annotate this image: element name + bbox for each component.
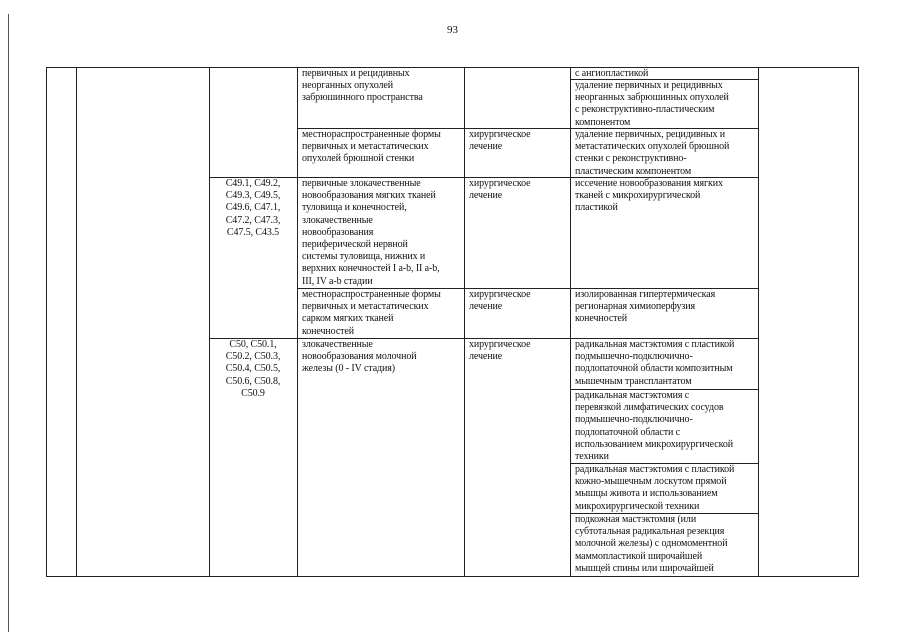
page-edge-line: [8, 14, 9, 632]
cell-method: радикальная мастэктомия с пластикой подмышечно-подключично- подлопаточной области композитным мышечным трансплантатом: [575, 339, 735, 387]
page-number: 93: [447, 24, 458, 36]
cell-method: подкожная мастэктомия (или субтотальная радикальная резекция молочной железы) с одномоментной маммопластикой широчайшей мышцей спины или широчайшей: [575, 514, 728, 574]
cell-method: радикальная мастэктомия с перевязкой лимфатических сосудов подмышечно-подключично- подлопаточной области с использованием микрохирургической техники: [575, 390, 733, 463]
cell-model: первичных и рецидивных неорганных опухолей забрюшинного пространства: [302, 68, 423, 104]
cell-model: злокачественные новообразования молочной железы (0 - IV стадия): [302, 339, 417, 375]
cell-icd-codes: C50, C50.1, C50.2, C50.3, C50.4, C50.5, C50.6, C50.8, C50.9: [225, 339, 281, 399]
cell-treatment: хирургическое лечение: [469, 129, 531, 153]
column-divider: [570, 67, 571, 577]
column-divider: [758, 67, 759, 577]
cell-icd-codes: C49.1, C49.2, C49.3, C49.5, C49.6, C47.1, C47.2, C47.3, C47.5, C43.5: [225, 178, 281, 238]
cell-method: иссечение новообразования мягких тканей с микрохирургической пластикой: [575, 178, 723, 214]
cell-treatment: хирургическое лечение: [469, 178, 531, 202]
cell-method: удаление первичных, рецидивных и метастатических опухолей брюшной стенки с реконструктивно- пластическим компонентом: [575, 129, 730, 177]
table-border-bottom: [46, 576, 859, 577]
column-divider: [76, 67, 77, 577]
table-border-left: [46, 67, 47, 577]
column-divider: [209, 67, 210, 577]
cell-method: изолированная гипертермическая регионарная химиоперфузия конечностей: [575, 289, 716, 325]
column-divider: [464, 67, 465, 577]
cell-model: местнораспространенные формы первичных и метастатических опухолей брюшной стенки: [302, 129, 441, 165]
cell-model: местнораспространенные формы первичных и метастатических сарком мягких тканей конечностей: [302, 289, 441, 337]
table-border-right: [858, 67, 859, 577]
cell-model: первичные злокачественные новообразования мягких тканей туловища и конечностей, злокачественные новообразования периферической нервной системы туловища, нижних и верхних конечностей I a-b, II a-b, III, IV a-b стадии: [302, 178, 440, 287]
medical-care-table: [46, 67, 859, 577]
cell-method: удаление первичных и рецидивных неорганных забрюшинных опухолей с реконструктивно-пластическим компонентом: [575, 80, 729, 128]
cell-method: радикальная мастэктомия с пластикой кожно-мышечным лоскутом прямой мышцы живота и использованием микрохирургической техники: [575, 464, 735, 512]
cell-treatment: хирургическое лечение: [469, 339, 531, 363]
cell-method: с ангиопластикой: [575, 68, 649, 79]
cell-treatment: хирургическое лечение: [469, 289, 531, 313]
column-divider: [297, 67, 298, 577]
